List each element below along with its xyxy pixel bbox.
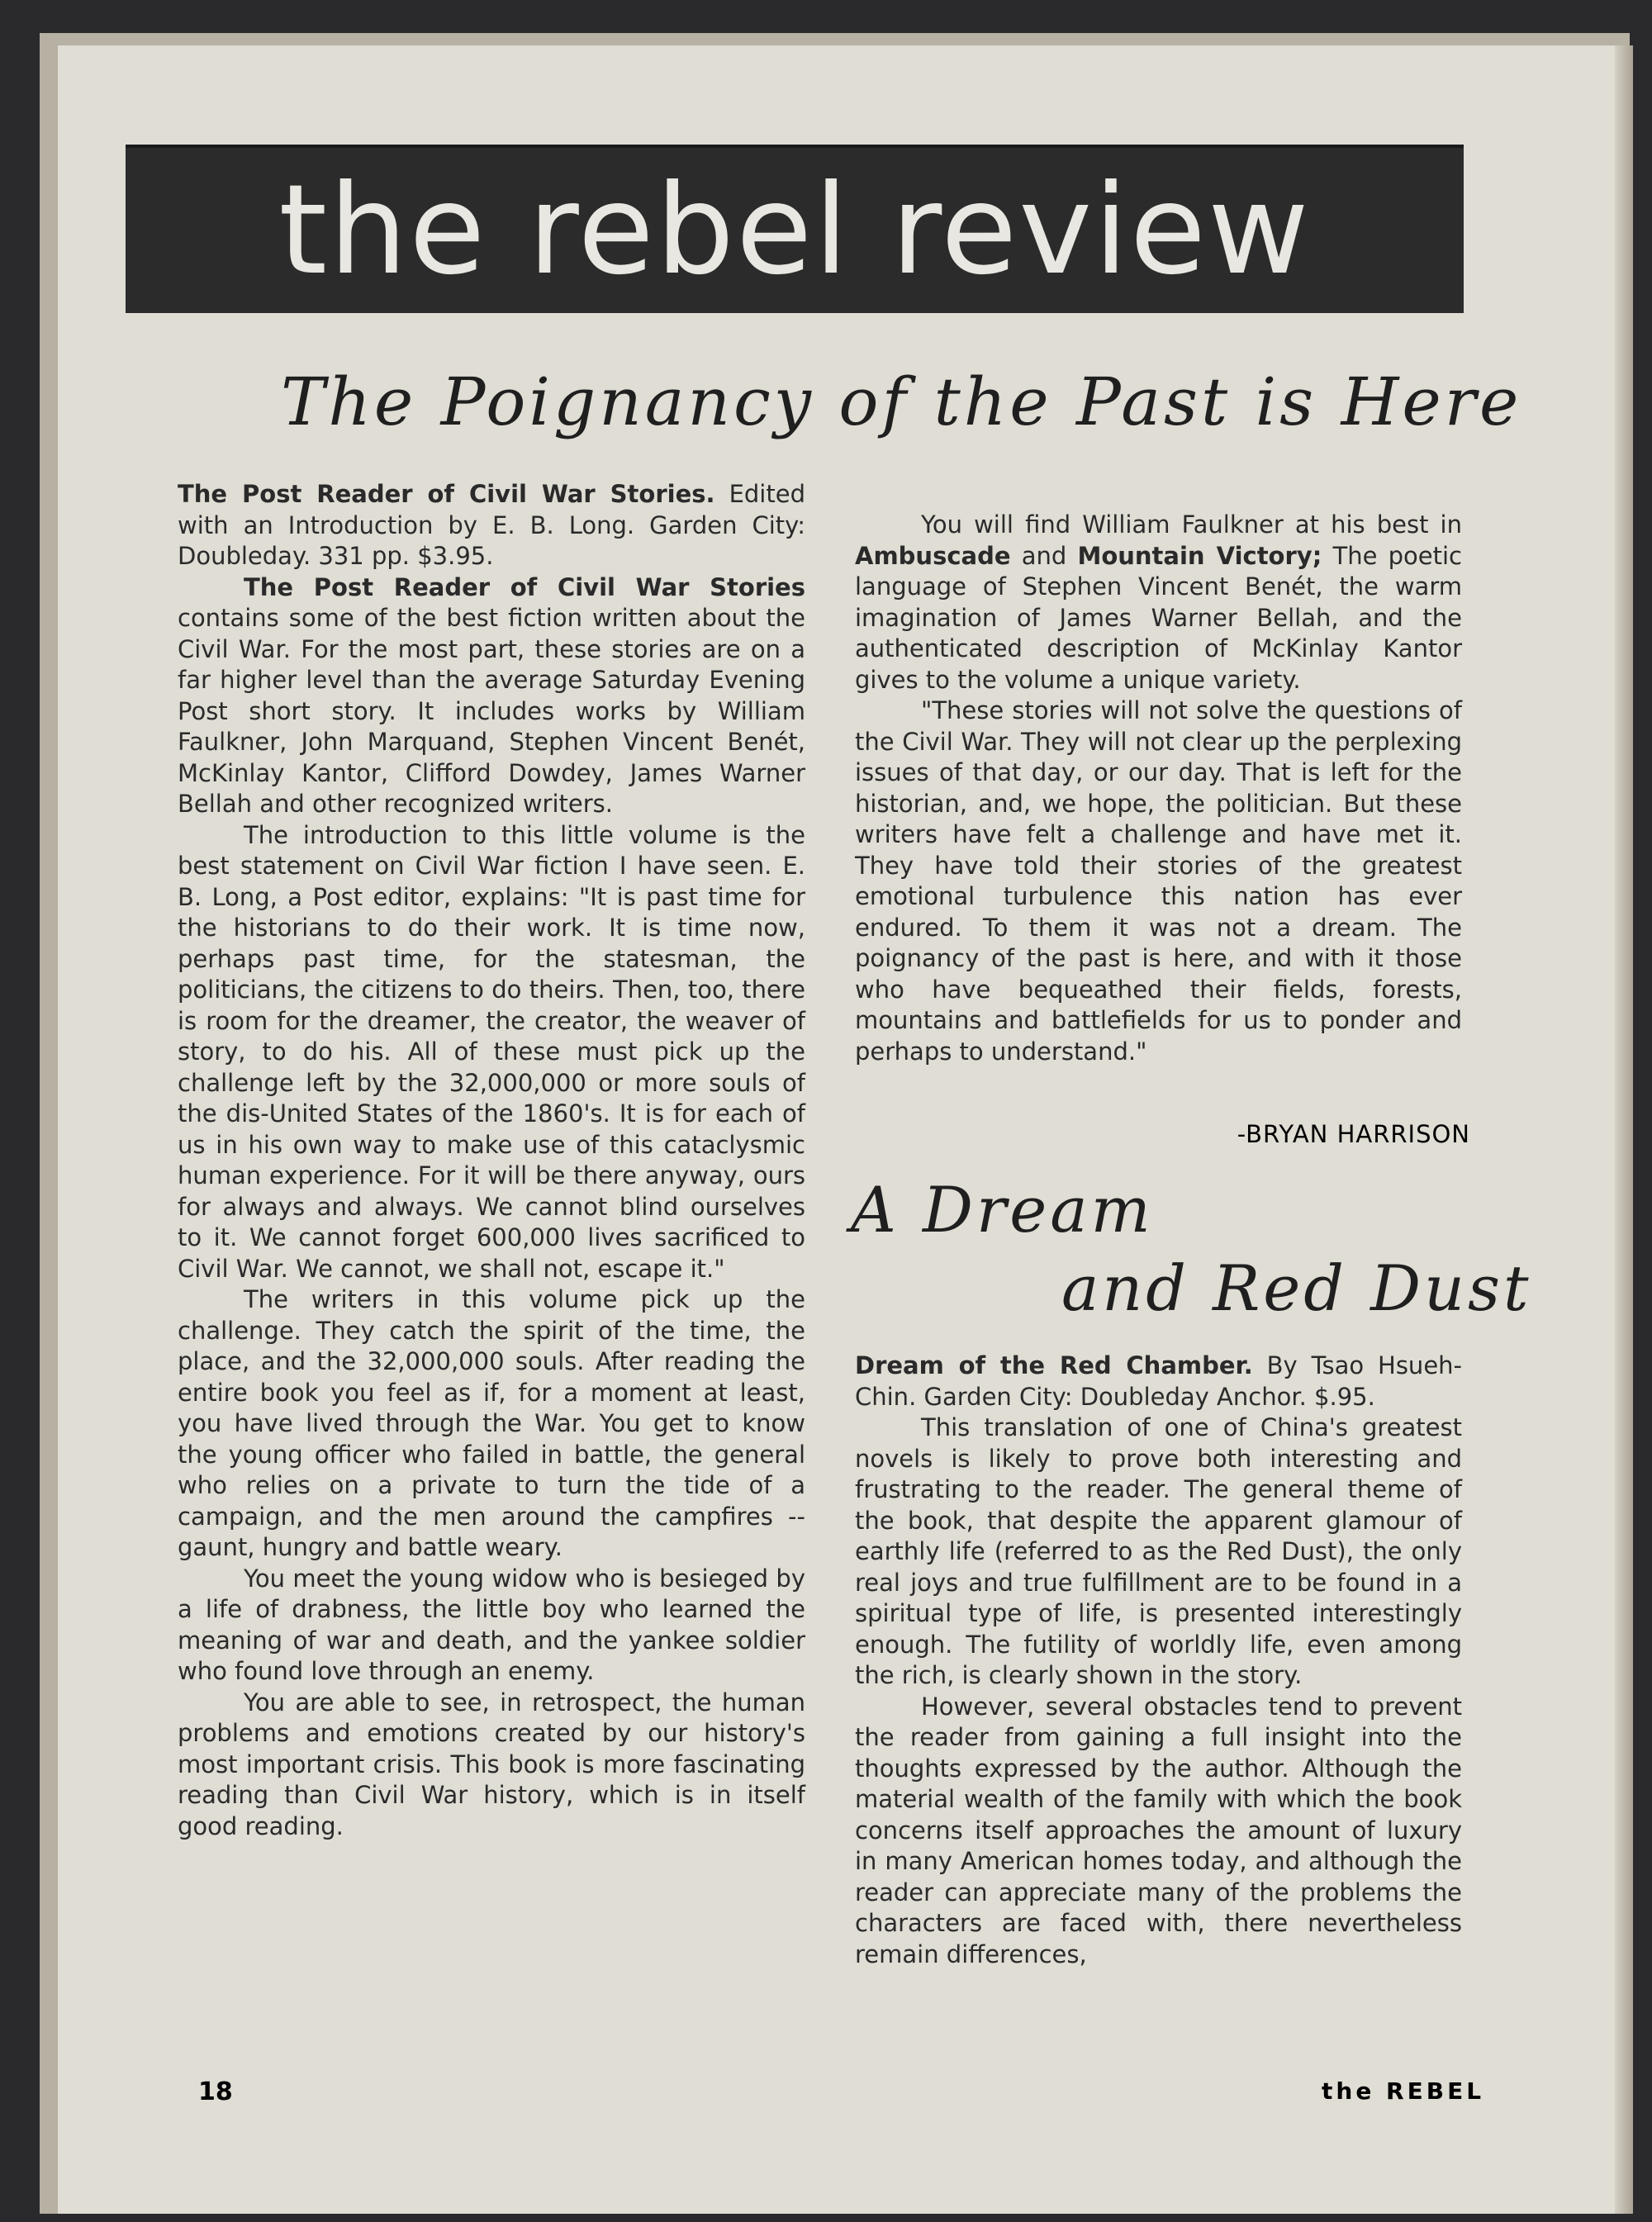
page-edge	[1615, 45, 1633, 2214]
review2-citation	[855, 1351, 1462, 1412]
review1-paragraph-6	[855, 510, 1462, 696]
masthead-banner	[126, 145, 1464, 313]
review2-paragraph-2: However, several obstacles tend to prevent the reader from gaining a full insight into the thoughts expressed by the author. Although the material wealth of the family with which the book concerns itself approaches the amount of luxury in many American homes today, and although the reader can appreciate many of the problems the characters are faced with, there nevertheless remain differences,	[855, 1692, 1462, 1968]
review1-paragraph-1-text: contains some of the best fiction written about the Civil War. For the most part, these stories are on a far higher level than the average Saturday Evening Post short story. It includes works by William Faulkner, John Marquand, Stephen Vincent Benét, McKinlay Kantor, Clifford Dowdey, James Warner Bellah and other recognized writers.	[178, 604, 805, 818]
review2-citation-details: By Tsao Hsueh-Chin. Garden City: Doubleday Anchor. $.95.	[855, 1351, 1463, 1411]
magazine-name: the REBEL	[1322, 2077, 1485, 2105]
review1-byline: -BRYAN HARRISON	[1237, 1120, 1470, 1148]
review1-paragraph-4: You meet the young widow who is besieged by a life of drabness, the little boy who learned the meaning of war and death, and the yankee soldier who found love through an enemy.	[178, 1564, 805, 1685]
review1-paragraph-2: The introduction to this little volume is the best statement on Civil War fiction I have seen. E. B. Long, a Post editor, explains: "It is past time for the historians to do their work. It is time now, perhaps past time, for the statesman, the politicians, the citizens to do theirs. Then, too, there is room for the dreamer, the creator, the weaver of story, to do his. All of these must pick up the challenge left by the 32,000,000 or more souls of the dis-United States of the 1860's. It is for each of us in his own way to make use of this cataclysmic human experience. For it will be there anyway, ours for always and always. We cannot blind ourselves to it. We cannot forget 600,000 lives sacrificed to Civil War. We cannot, we shall not, escape it."	[178, 820, 805, 1283]
review2-headline-line1: A Dream	[851, 1173, 1154, 1246]
page-number: 18	[198, 2077, 233, 2106]
review1-paragraph-6-and: and	[1010, 541, 1078, 570]
review1-citation	[178, 479, 805, 572]
review1-paragraph-5: You are able to see, in retrospect, the human problems and emotions created by our history's most important crisis. This book is more fascinating reading than Civil War history, which is in itself good reading.	[178, 1688, 805, 1840]
story-title-mountain-victory: Mountain Victory;	[1077, 541, 1322, 570]
masthead-title: the rebel review	[278, 159, 1311, 302]
review1-paragraph-6-text: You will find William Faulkner at his best in	[921, 510, 1462, 539]
review2-citation-title: Dream of the Red Chamber.	[855, 1351, 1253, 1379]
review1-column-right	[855, 479, 1462, 1067]
review1-paragraph-1	[178, 572, 805, 820]
review1-book-title: The Post Reader of Civil War Stories	[244, 572, 805, 601]
review1-paragraph-6-rest: The poetic language of Stephen Vincent Benét, the warm imagination of James Warner Bellah, and the authenticated description of McKinlay Kantor gives to the volume a unique variety.	[855, 541, 1462, 694]
review2-paragraph-1: This translation of one of China's greatest novels is likely to prove both interesting and frustrating to the reader. The general theme of the book, that despite the apparent glamour of earthly life (referred to as the Red Dust), the only real joys and true fulfillment are to be found in a spiritual type of life, is presented interestingly enough. The futility of worldly life, even among the rich, is clearly shown in the story.	[855, 1413, 1462, 1689]
review1-column-left	[178, 479, 805, 1842]
story-title-ambuscade: Ambuscade	[855, 541, 1011, 570]
review1-headline: The Poignancy of the Past is Here	[281, 363, 1522, 440]
review1-paragraph-7: "These stories will not solve the questions of the Civil War. They will not clear up the perplexing issues of that day, or our day. That is left for the historian, and, we hope, the politician. But these writers have felt a challenge and have met it. They have told their stories of the greatest emotional turbulence this nation has ever endured. To them it was not a dream. The poignancy of the past is here, and with it those who have bequeathed their fields, forests, mountains and battlefields for us to ponder and perhaps to understand."	[855, 696, 1462, 1066]
review1-citation-details: Edited with an Introduction by E. B. Long. Garden City: Doubleday. 331 pp. $3.95.	[178, 480, 805, 570]
review1-citation-title: The Post Reader of Civil War Stories.	[178, 480, 715, 508]
review1-paragraph-3: The writers in this volume pick up the challenge. They catch the spirit of the time, the place, and the 32,000,000 souls. After reading the entire book you feel as if, for a moment at least, you have lived through the War. You get to know the young officer who failed in battle, the general who relies on a private to turn the tide of a campaign, and the men around the campfires -- gaunt, hungry and battle weary.	[178, 1285, 805, 1561]
review2-column	[855, 1351, 1462, 1970]
review2-headline-line2: and Red Dust	[1061, 1251, 1532, 1325]
